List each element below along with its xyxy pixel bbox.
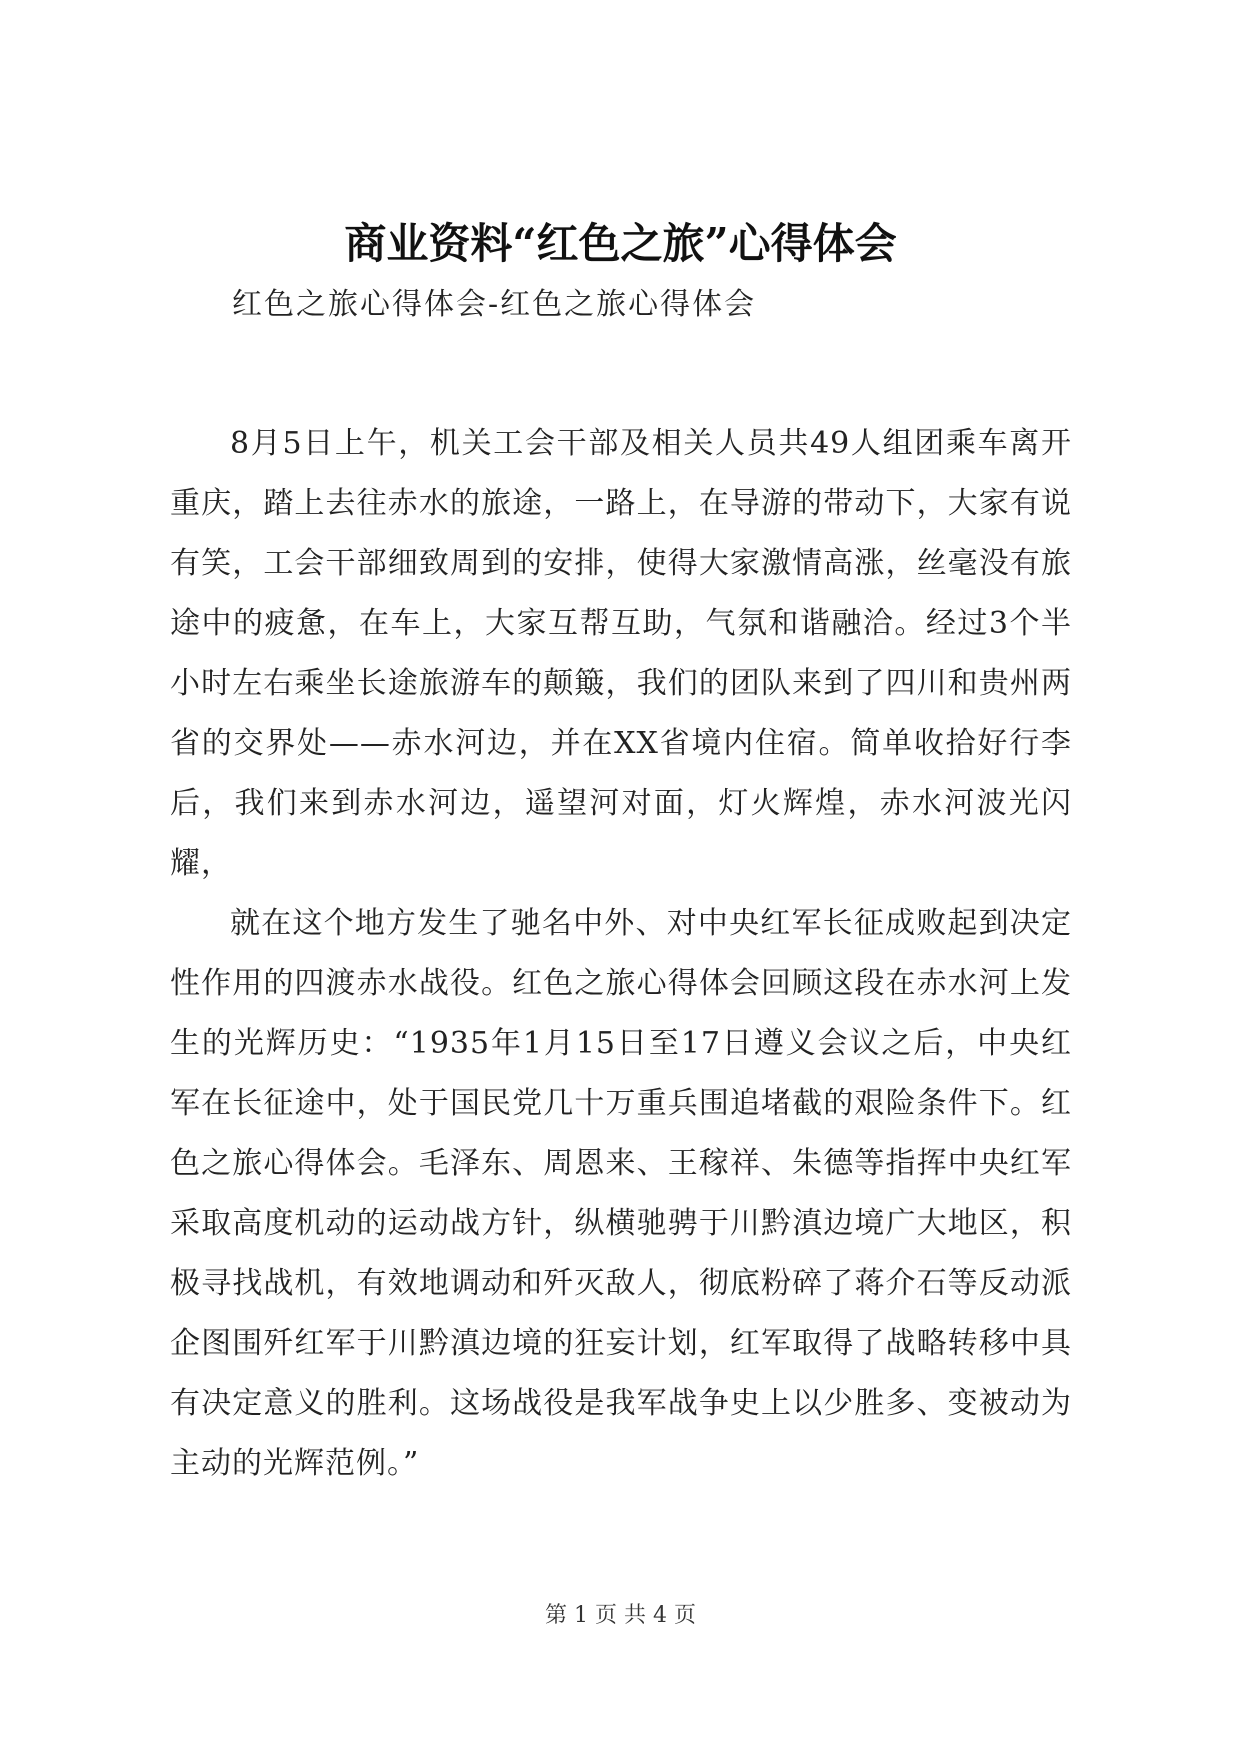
paragraph-2: 就在这个地方发生了驰名中外、对中央红军长征成败起到决定性作用的四渡赤水战役。红色之旅心得体会回顾这段在赤水河上发生的光辉历史：“1935年1月15日至17日遵义会议之后，中央红军在长征途中，处于国民党几十万重兵围追堵截的艰险条件下。红色之旅心得体会。毛泽东、周恩来、王稼祥、朱德等指挥中央红军采取高度机动的运动战方针，纵横驰骋于川黔滇边境广大地区，积极寻找战机，有效地调动和歼灭敌人，彻底粉碎了蒋介石等反动派企图围歼红军于川黔滇边境的狂妄计划，红军取得了战略转移中具有决定意义的胜利。这场战役是我军战争史上以少胜多、变被动为主动的光辉范例。”: [170, 906, 1072, 1481]
page-footer: 第 1 页 共 4 页: [545, 1603, 696, 1628]
page-title: 商业资料“红色之旅”心得体会: [344, 219, 897, 268]
paragraph-1: 8月5日上午，机关工会干部及相关人员共49人组团乘车离开重庆，踏上去往赤水的旅途，一路上，在导游的带动下，大家有说有笑，工会干部细致周到的安排，使得大家激情高涨，丝毫没有旅途中的疲惫，在车上，大家互帮互助，气氛和谐融洽。经过3个半小时左右乘坐长途旅游车的颠簸，我们的团队来到了四川和贵州两省的交界处——赤水河边，并在XX省境内住宿。简单收拾好行李后，我们来到赤水河边，遥望河对面，灯火辉煌，赤水河波光闪耀，: [170, 426, 1072, 881]
document-body: [170, 414, 1072, 1494]
document-subtitle: 红色之旅心得体会-红色之旅心得体会: [232, 287, 757, 322]
